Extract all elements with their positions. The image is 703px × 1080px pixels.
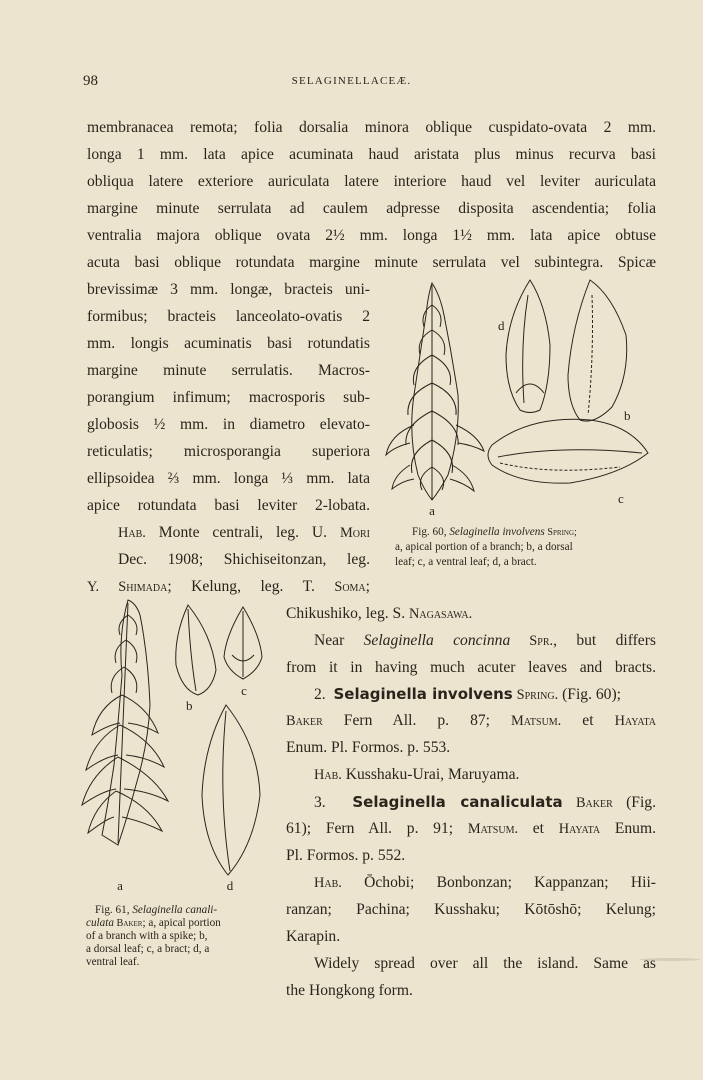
hab-line-2: Dec. 1908; Shichiseitonzan, leg. [118,551,370,568]
fig60-label-a: a [429,503,435,515]
fig60-dorsal-leaf [568,280,627,421]
left-line-5: porangium infimum; macrosporis sub- [87,389,370,406]
fig60-caption-line-1: Fig. 60, Selaginella involvens Spring; [412,526,577,538]
body-line-2: longa 1 mm. lata apice acuminata haud aristata plus minus recurva basi [87,146,656,163]
body-line-5: ventralia majora oblique ovata 2½ mm. longa 1½ mm. lata apice obtuse [87,227,656,244]
fig61-caption-line-2: culata Baker; a, apical portion [86,917,221,929]
fig61-label-a: a [117,878,123,893]
page-number: 98 [83,73,98,89]
species-2-heading: 2. Selaginella involvens Spring. (Fig. 60); [314,685,621,703]
fig61-dorsal-leaf [176,605,216,695]
hab-line-3: Y. Shimada; Kelung, leg. T. Soma; [87,578,370,595]
fig60-caption-line-3: leaf; c, a ventral leaf; d, a bract. [395,556,537,568]
body-line-4: margine minute serrulata ad caulem adpresse disposita ascendentia; folia [87,200,656,217]
fig60-label-d: d [498,318,505,333]
figure-61-illustration [78,595,278,895]
running-head [0,73,703,93]
fig61-ventral-leaf [202,705,260,875]
species-3-habitat-line-1: Hab. Ōchobi; Bonbonzan; Kappanzan; Hii- [314,874,656,891]
species-3-ref-line-1: 61); Fern All. p. 91; Matsum. et Hayata Enum. [286,820,657,837]
left-line-3: mm. longis acuminatis basi rotundatis [87,335,370,352]
left-line-1: brevissimæ 3 mm. longæ, bracteis uni- [87,281,370,298]
species-3-habitat-line-2: ranzan; Pachina; Kusshaku; Kōtōshō; Kelung; [286,901,656,918]
left-line-4: margine minute serrulatis. Macros- [87,362,370,379]
fig61-bract [224,607,262,679]
species-3-habitat-line-3: Karapin. [286,928,341,945]
fig61-caption-line-5: ventral leaf. [86,956,140,968]
left-line-8: ellipsoidea ⅔ mm. longa ⅓ mm. lata [87,470,370,487]
body-line-3: obliqua latere exteriore auriculata latere interiore haud vel leviter auriculata [87,173,656,190]
fig61-label-d: d [226,878,234,893]
fig61-label-b: b [186,698,193,713]
fig60-label-b: b [624,408,631,423]
species-3-ref-line-2: Pl. Formos. p. 552. [286,847,406,864]
body-line-1: membranacea remota; folia dorsalia minora oblique cuspidato-ovata 2 mm. [87,119,656,136]
fig61-caption-line-1: Fig. 61, Selaginella canali- [95,904,218,916]
fig61-label-c: c [241,683,247,698]
species-2-ref-line-2: Enum. Pl. Formos. p. 553. [286,739,451,756]
fig60-caption-line-2: a, apical portion of a branch; b, a dorsal [395,541,573,553]
species-3-heading: 3. Selaginella canaliculata Baker (Fig. [314,793,657,811]
left-line-6: globosis ½ mm. in diametro elevato- [87,416,370,433]
fig60-ventral-leaf [488,419,648,483]
species-2-habitat: Hab. Kusshaku-Urai, Maruyama. [314,766,520,783]
fig61-caption-line-3: of a branch with a spike; b, [86,930,208,942]
figure-60-illustration [380,275,660,515]
species-3-note-line-1: Widely spread over all the island. Same as [314,955,656,972]
left-line-2: formibus; bracteis lanceolato-ovatis 2 [87,308,370,325]
left-line-7: reticulatis; microsporangia superiora [87,443,370,460]
paper-mark [640,958,700,961]
body-line-6: acuta basi oblique rotundata margine minute serrulata vel subintegra. Spicæ [87,254,656,271]
species-3-note-line-2: the Hongkong form. [286,982,413,999]
near-note-line-2: from it in having much acuter leaves and bracts. [286,659,656,676]
hab-line-1: Hab. Monte centrali, leg. U. Mori [118,524,370,541]
hab-line-4: Chikushiko, leg. S. Nagasawa. [286,605,473,622]
fig60-label-c: c [618,491,624,506]
fig60-bract [506,280,550,413]
fig60-branch-spike [386,283,484,500]
fig61-branch-spike [82,600,168,845]
left-line-9: apice rotundata basi leviter 2-lobata. [87,497,370,514]
fig61-caption-line-4: a dorsal leaf; c, a bract; d, a [86,943,210,955]
running-title: SELAGINELLACEÆ. [291,75,412,87]
near-note-line-1: Near Selaginella concinna Spr., but differs [314,632,656,649]
species-2-ref-line-1: Baker Fern All. p. 87; Matsum. et Hayata [286,712,656,729]
